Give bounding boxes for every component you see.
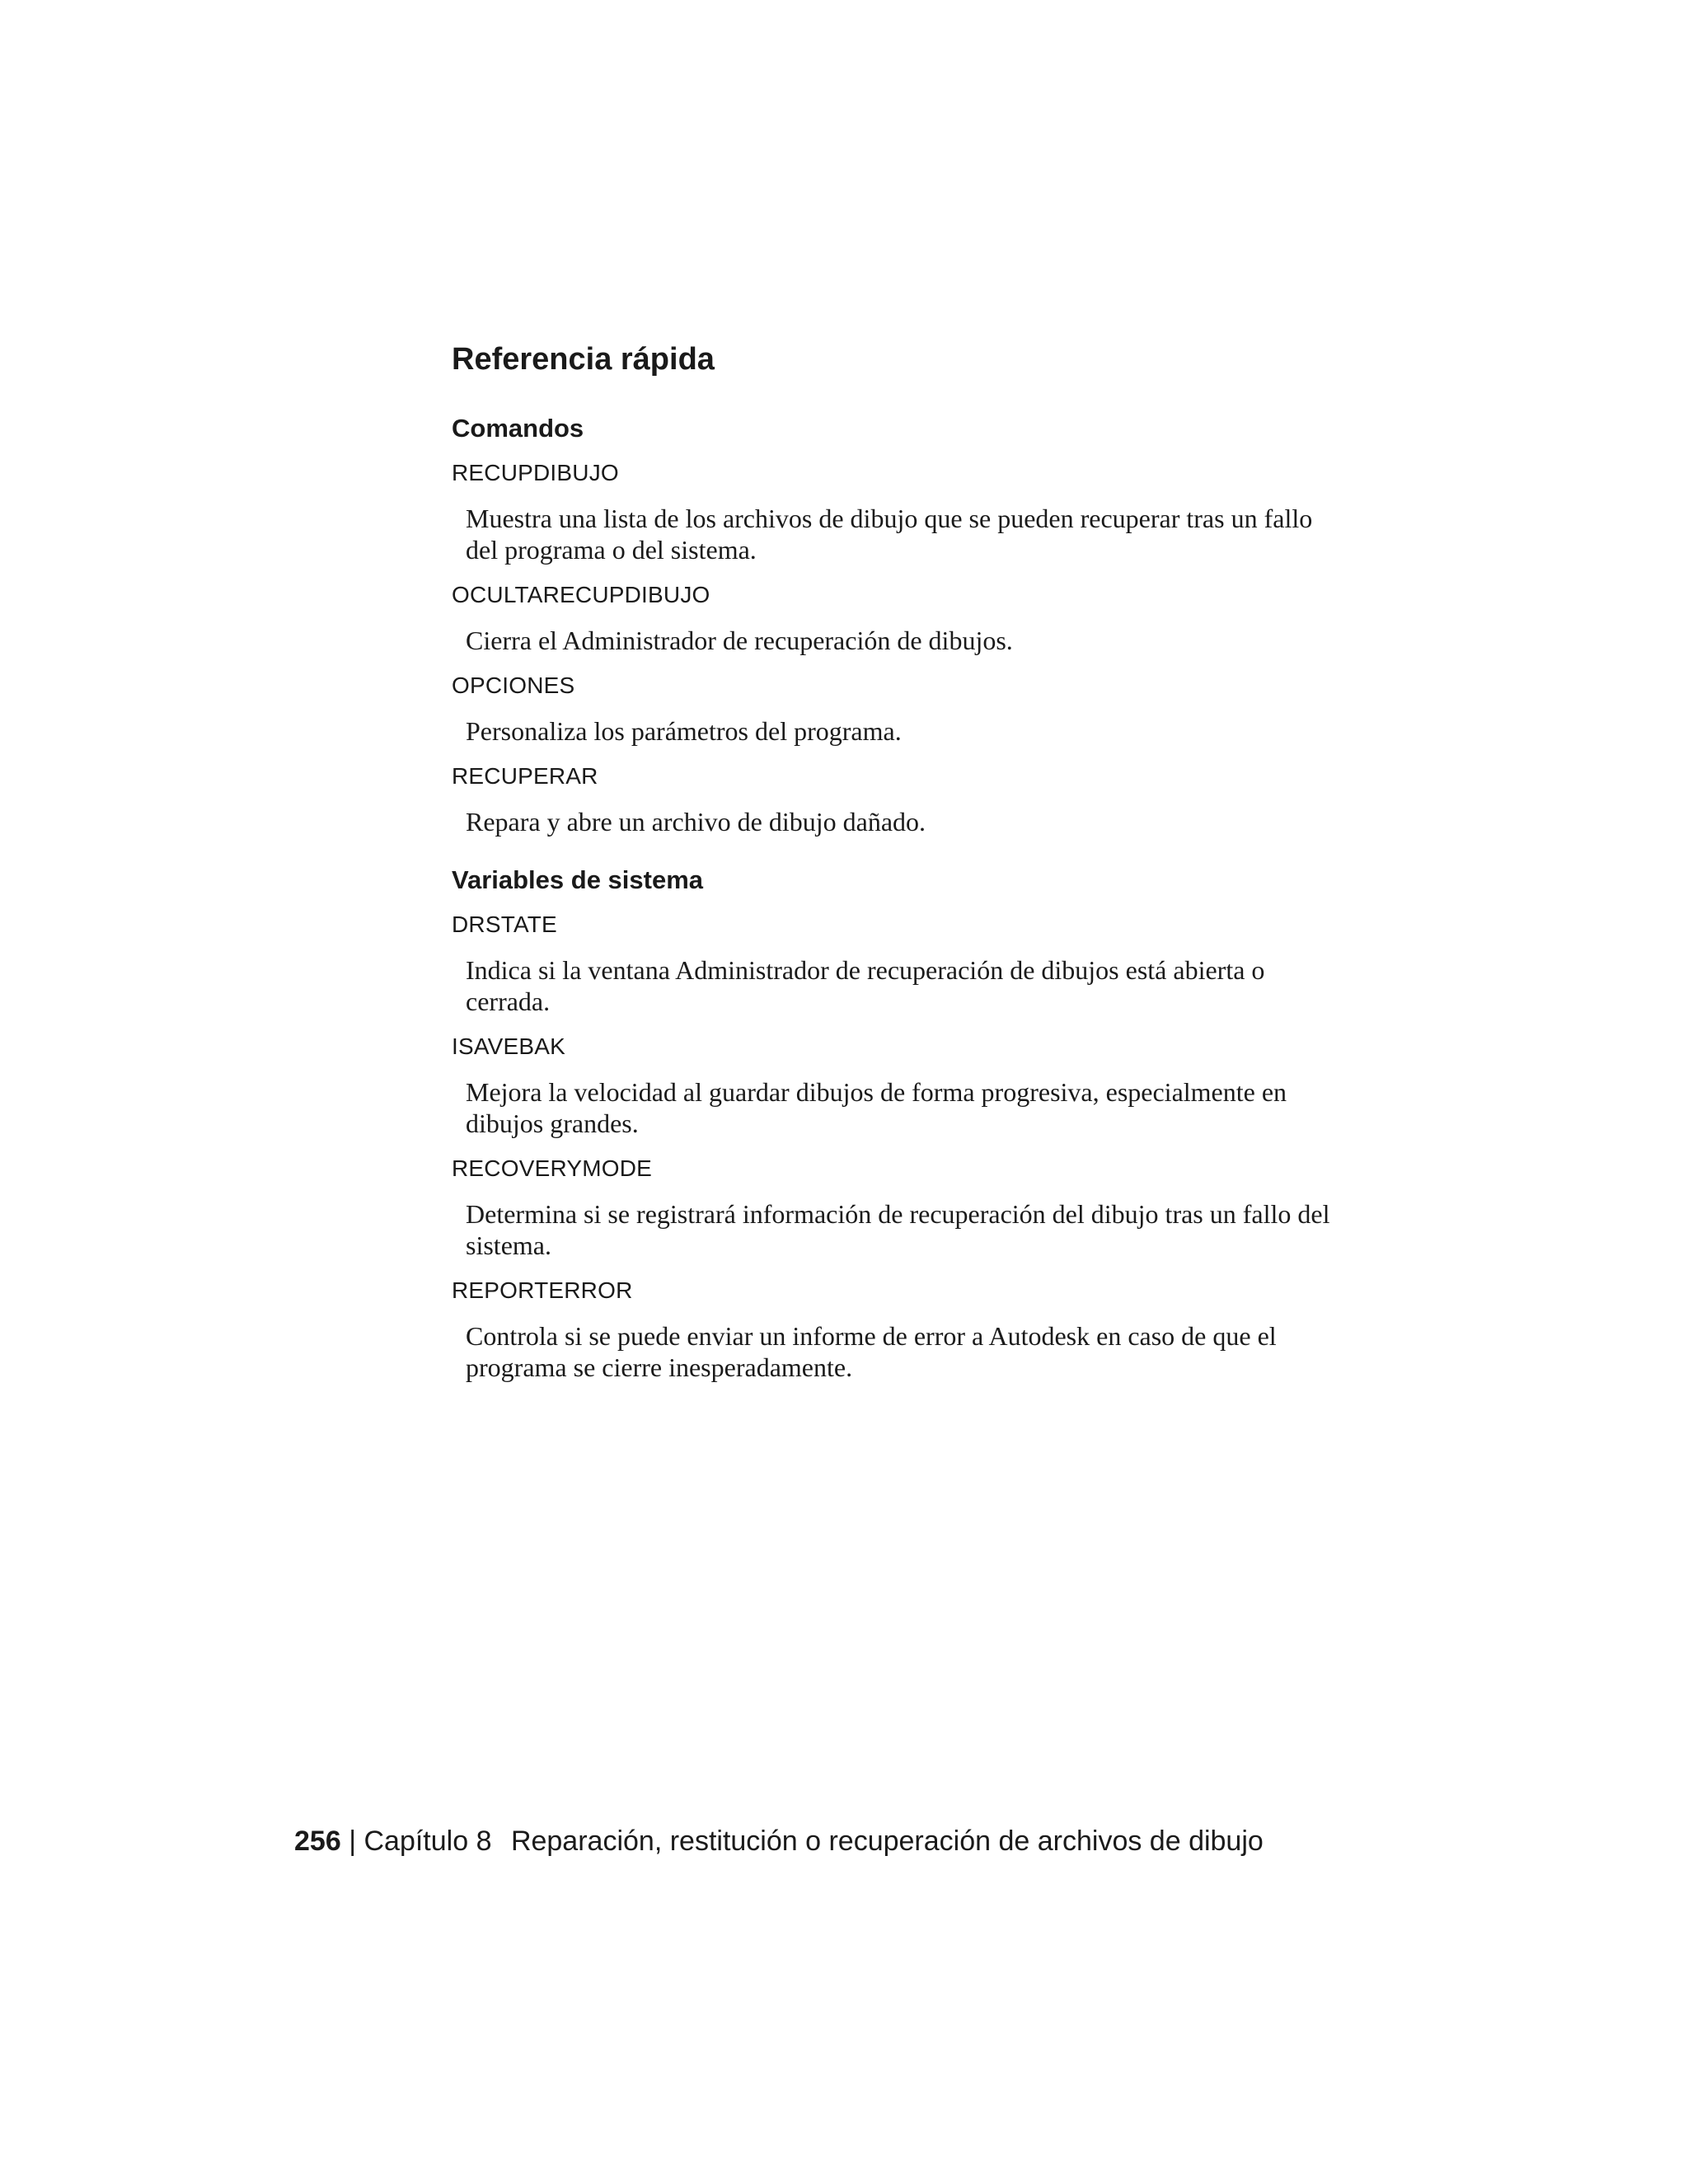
entry-description: Repara y abre un archivo de dibujo dañado. <box>466 807 926 837</box>
entry-recuperar <box>452 760 1342 837</box>
entry-reporterror <box>452 1274 1342 1383</box>
entry-description: Mejora la velocidad al guardar dibujos de forma progresiva, especialmente en dibujos grandes. <box>466 1077 1287 1138</box>
footer-separator: | <box>349 1825 357 1857</box>
subsection-title: Variables de sistema <box>452 865 704 894</box>
entry-name: ISAVEBAK <box>452 1033 566 1059</box>
entry-name: REPORTERROR <box>452 1277 633 1303</box>
section-title: Referencia rápida <box>452 342 715 377</box>
entry-description: Controla si se puede enviar un informe de error a Autodesk en caso de que el programa se cierre inesperadamente. <box>466 1321 1277 1382</box>
entry-recupdibujo <box>452 457 1342 565</box>
entry-name: RECOVERYMODE <box>452 1155 653 1181</box>
page-content <box>452 338 1342 1396</box>
entry-name: DRSTATE <box>452 912 557 937</box>
chapter-label: Capítulo 8 <box>363 1825 492 1857</box>
entry-description: Personaliza los parámetros del programa. <box>466 716 902 746</box>
entry-description: Cierra el Administrador de recuperación de dibujos. <box>466 626 1013 655</box>
entry-description: Muestra una lista de los archivos de dibujo que se pueden recuperar tras un fallo del programa o del sistema. <box>466 504 1313 565</box>
subsection-commands <box>452 410 1342 837</box>
entry-isavebak <box>452 1030 1342 1139</box>
entry-opciones <box>452 669 1342 747</box>
page-footer <box>294 1821 1264 1861</box>
entry-recoverymode <box>452 1152 1342 1261</box>
entry-name: RECUPDIBUJO <box>452 460 619 485</box>
entry-name: RECUPERAR <box>452 763 598 789</box>
subsection-title: Comandos <box>452 414 584 443</box>
entry-name: OPCIONES <box>452 673 575 698</box>
chapter-title: Reparación, restitución o recuperación de archivos de dibujo <box>510 1825 1264 1857</box>
entry-description: Indica si la ventana Administrador de recuperación de dibujos está abierta o cerrada. <box>466 955 1265 1016</box>
page-number: 256 <box>294 1825 341 1857</box>
entry-drstate <box>452 908 1342 1017</box>
entry-description: Determina si se registrará información de recuperación del dibujo tras un fallo del sistema. <box>466 1199 1330 1260</box>
entry-ocultarecupdibujo <box>452 579 1342 656</box>
subsection-system-variables <box>452 862 1342 1383</box>
entry-name: OCULTARECUPDIBUJO <box>452 582 710 607</box>
